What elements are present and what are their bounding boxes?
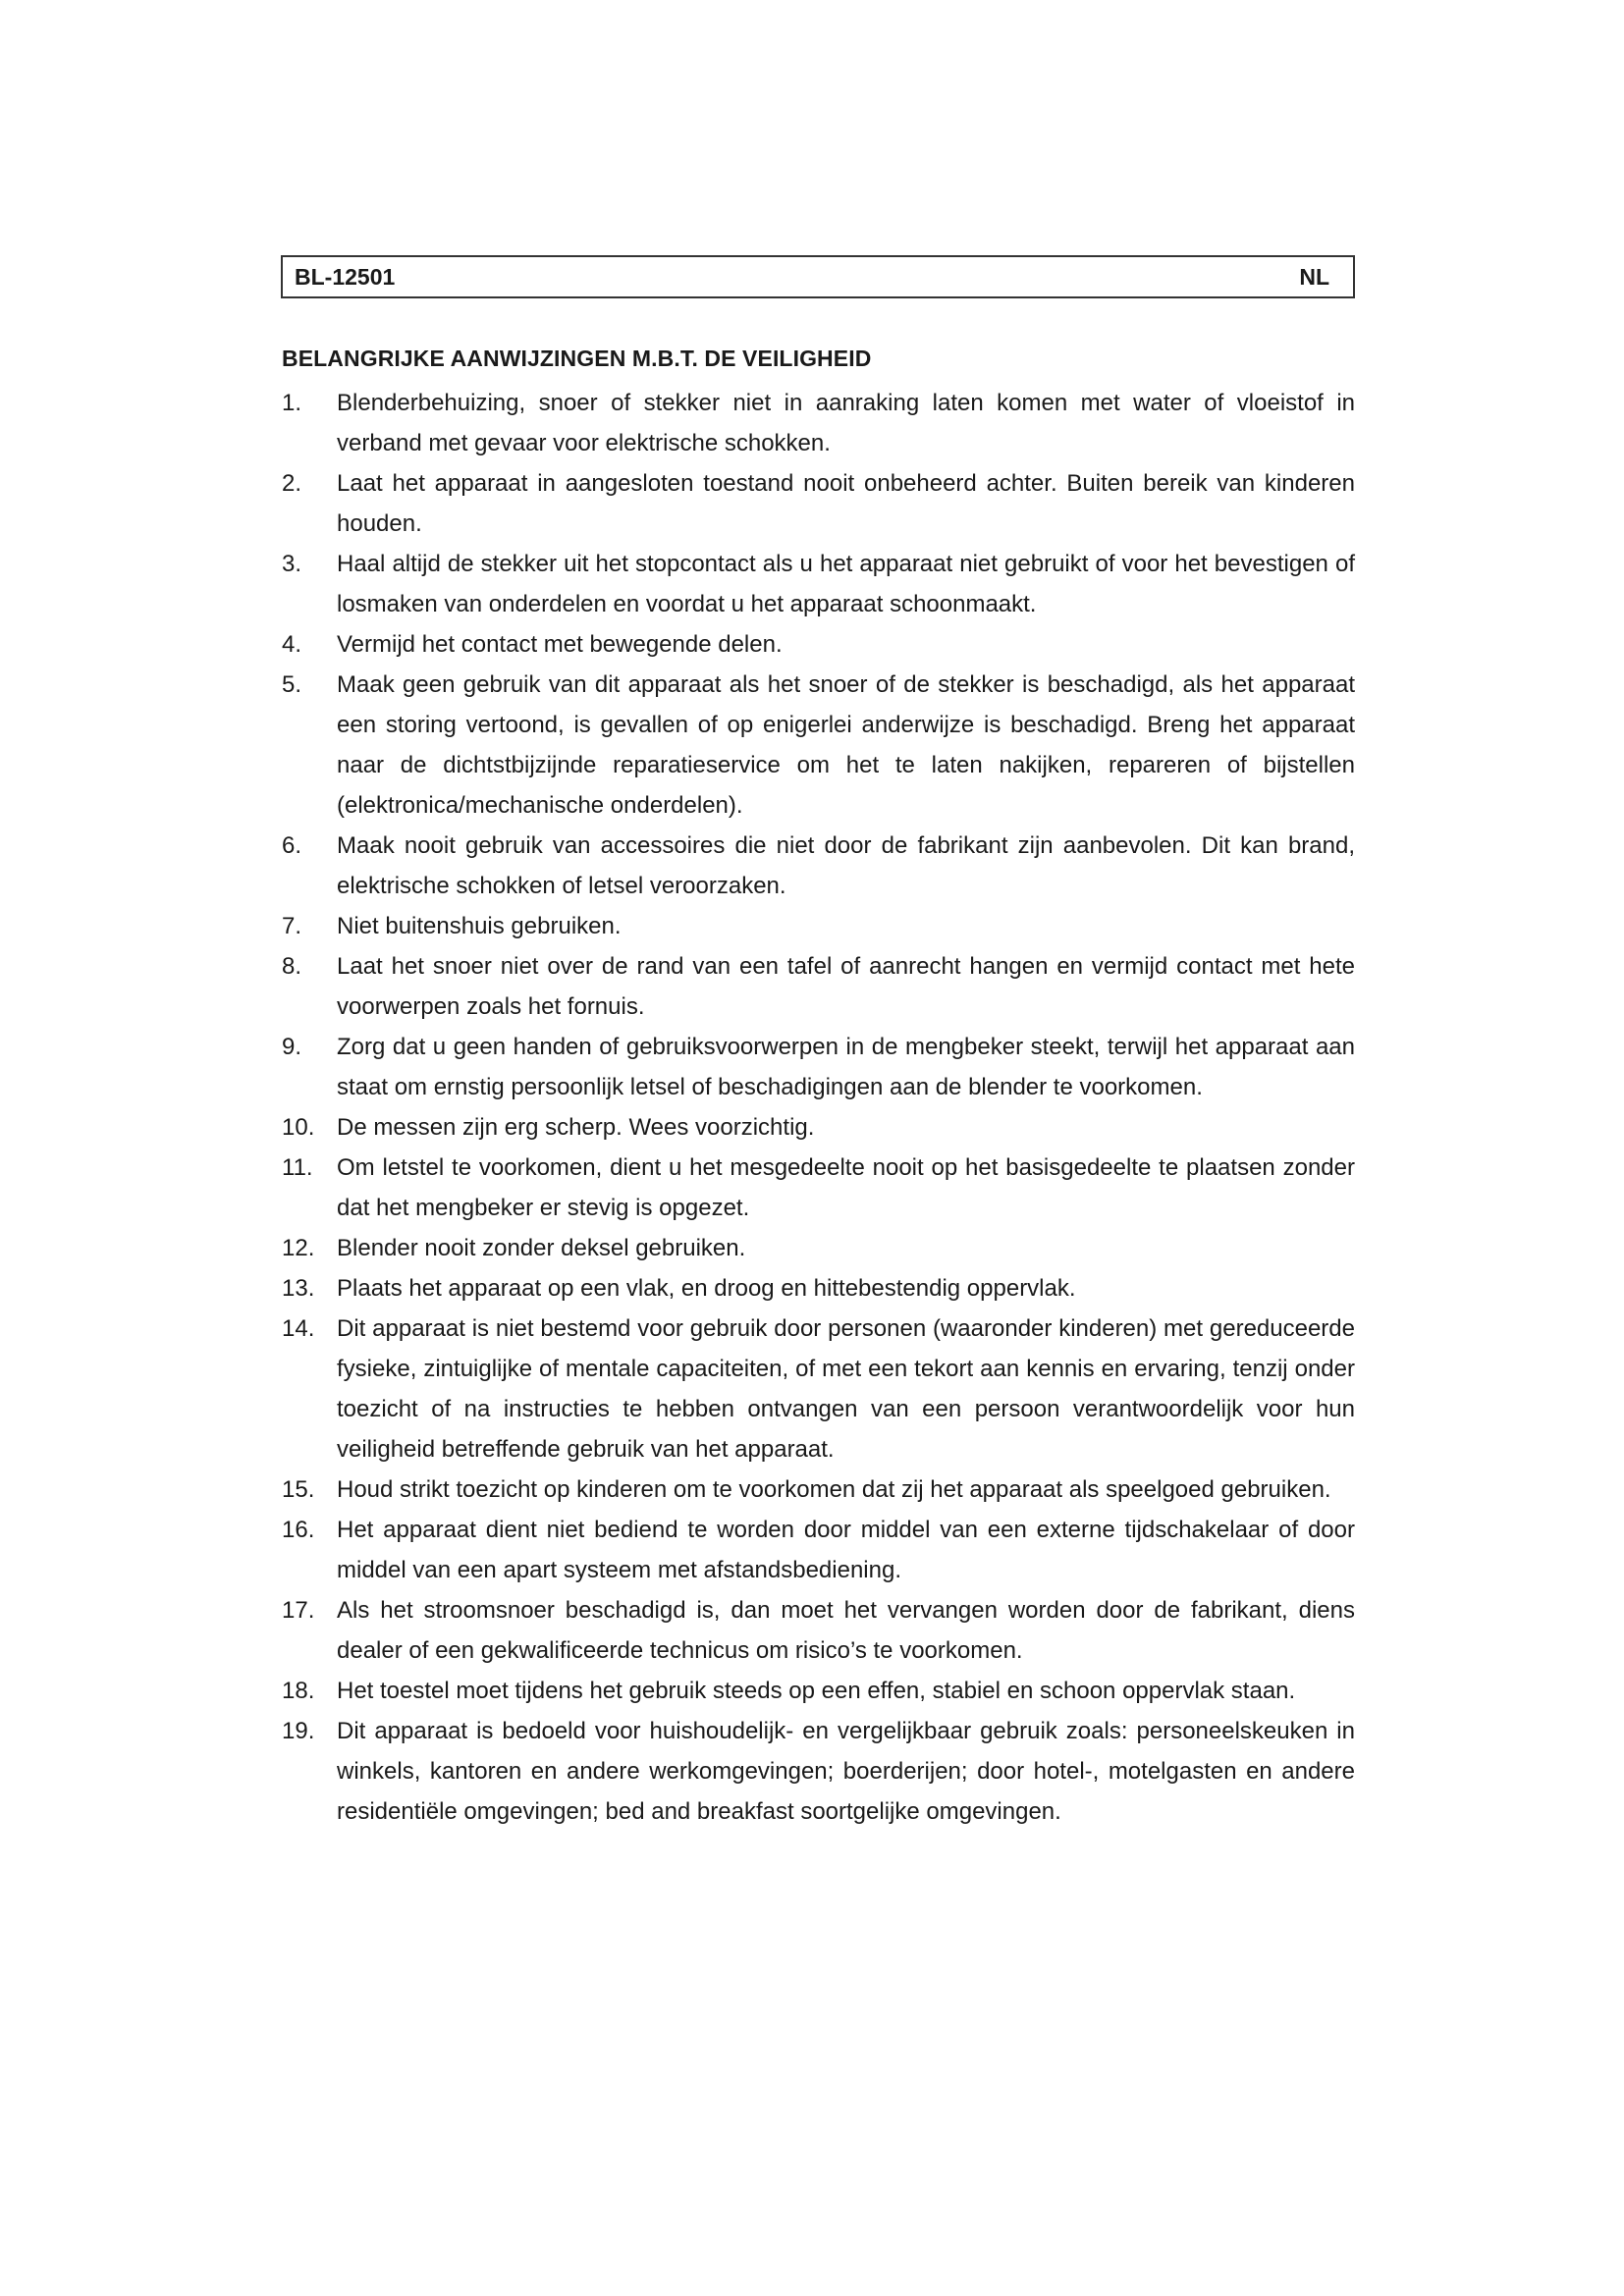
list-item — [282, 1107, 1355, 1148]
item-number: 4. — [282, 631, 302, 658]
list-item — [282, 463, 1355, 544]
list-item — [282, 906, 1355, 946]
item-text: Haal altijd de stekker uit het stopcontact als u het apparaat niet gebruikt of voor het bevestigen of losmaken van onderdelen en voordat u het apparaat schoonmaakt. — [337, 551, 1355, 617]
list-item — [282, 1510, 1355, 1590]
item-number: 5. — [282, 671, 302, 698]
item-number: 1. — [282, 390, 302, 416]
list-item — [282, 1671, 1355, 1711]
list-item — [282, 1027, 1355, 1107]
list-item — [282, 946, 1355, 1027]
item-number: 18. — [282, 1678, 315, 1704]
item-text: Plaats het apparaat op een vlak, en droog en hittebestendig oppervlak. — [337, 1275, 1076, 1302]
item-text: Het apparaat dient niet bediend te worden door middel van een externe tijdschakelaar of door middel van een apart systeem met afstandsbediening. — [337, 1517, 1355, 1583]
item-text: Houd strikt toezicht op kinderen om te voorkomen dat zij het apparaat als speelgoed gebruiken. — [337, 1476, 1331, 1503]
list-item — [282, 1308, 1355, 1469]
list-item — [282, 383, 1355, 463]
item-text: Blenderbehuizing, snoer of stekker niet in aanraking laten komen met water of vloeistof in verband met gevaar voor elektrische schokken. — [337, 390, 1355, 456]
item-number: 3. — [282, 551, 302, 577]
item-number: 16. — [282, 1517, 315, 1543]
item-number: 19. — [282, 1718, 315, 1744]
list-item — [282, 665, 1355, 826]
item-number: 8. — [282, 953, 302, 980]
item-number: 12. — [282, 1235, 315, 1261]
item-text: Niet buitenshuis gebruiken. — [337, 913, 622, 939]
item-text: Laat het apparaat in aangesloten toestand nooit onbeheerd achter. Buiten bereik van kinderen houden. — [337, 470, 1355, 537]
item-number: 10. — [282, 1114, 315, 1141]
list-item — [282, 1268, 1355, 1308]
list-item — [282, 544, 1355, 624]
item-text: Dit apparaat is niet bestemd voor gebruik door personen (waaronder kinderen) met gereduceerde fysieke, zintuiglijke of mentale capaciteiten, of met een tekort aan kennis en ervaring, tenzij onder toezicht of na instructies te hebben ontvangen van een persoon verantwoordelijk voor hun veiligheid betreffende gebruik van het apparaat. — [337, 1315, 1355, 1463]
model-number: BL-12501 — [295, 263, 396, 290]
item-text: Maak geen gebruik van dit apparaat als het snoer of de stekker is beschadigd, als het apparaat een storing vertoond, is gevallen of op enigerlei anderwijze is beschadigd. Breng het apparaat naar de dichtstbijzijnde reparatieservice om het te laten nakijken, repareren of bijstellen (elektronica/mechanische onderdelen). — [337, 671, 1355, 819]
list-item — [282, 1469, 1355, 1510]
item-number: 14. — [282, 1315, 315, 1342]
item-text: Laat het snoer niet over de rand van een tafel of aanrecht hangen en vermijd contact met hete voorwerpen zoals het fornuis. — [337, 953, 1355, 1020]
item-number: 17. — [282, 1597, 315, 1624]
item-number: 13. — [282, 1275, 315, 1302]
item-text: Maak nooit gebruik van accessoires die niet door de fabrikant zijn aanbevolen. Dit kan brand, elektrische schokken of letsel veroorzaken. — [337, 832, 1355, 899]
safety-instructions-list — [282, 383, 1355, 1832]
list-item — [282, 624, 1355, 665]
item-number: 7. — [282, 913, 302, 939]
document-header — [281, 255, 1355, 298]
item-text: De messen zijn erg scherp. Wees voorzichtig. — [337, 1114, 815, 1141]
item-text: Zorg dat u geen handen of gebruiksvoorwerpen in de mengbeker steekt, terwijl het apparaat aan staat om ernstig persoonlijk letsel of beschadigingen aan de blender te voorkomen. — [337, 1034, 1355, 1100]
item-text: Blender nooit zonder deksel gebruiken. — [337, 1235, 746, 1261]
item-text: Om letstel te voorkomen, dient u het mesgedeelte nooit op het basisgedeelte te plaatsen zonder dat het mengbeker er stevig is opgezet. — [337, 1154, 1355, 1221]
item-text: Het toestel moet tijdens het gebruik steeds op een effen, stabiel en schoon oppervlak staan. — [337, 1678, 1296, 1704]
item-text: Dit apparaat is bedoeld voor huishoudelijk- en vergelijkbaar gebruik zoals: personeelskeuken in winkels, kantoren en andere werkomgevingen; boerderijen; door hotel-, motelgasten en andere residentiële omgevingen; bed and breakfast soortgelijke omgevingen. — [337, 1718, 1355, 1825]
item-number: 15. — [282, 1476, 315, 1503]
item-number: 6. — [282, 832, 302, 859]
item-number: 11. — [282, 1154, 313, 1181]
list-item — [282, 1228, 1355, 1268]
list-item — [282, 1590, 1355, 1671]
list-item — [282, 1711, 1355, 1832]
item-number: 2. — [282, 470, 302, 497]
item-text: Als het stroomsnoer beschadigd is, dan moet het vervangen worden door de fabrikant, diens dealer of een gekwalificeerde technicus om risico’s te voorkomen. — [337, 1597, 1355, 1664]
list-item — [282, 826, 1355, 906]
language-code: NL — [1299, 263, 1329, 290]
list-item — [282, 1148, 1355, 1228]
item-number: 9. — [282, 1034, 302, 1060]
item-text: Vermijd het contact met bewegende delen. — [337, 631, 783, 658]
section-title: BELANGRIJKE AANWIJZINGEN M.B.T. DE VEILIGHEID — [282, 346, 872, 371]
